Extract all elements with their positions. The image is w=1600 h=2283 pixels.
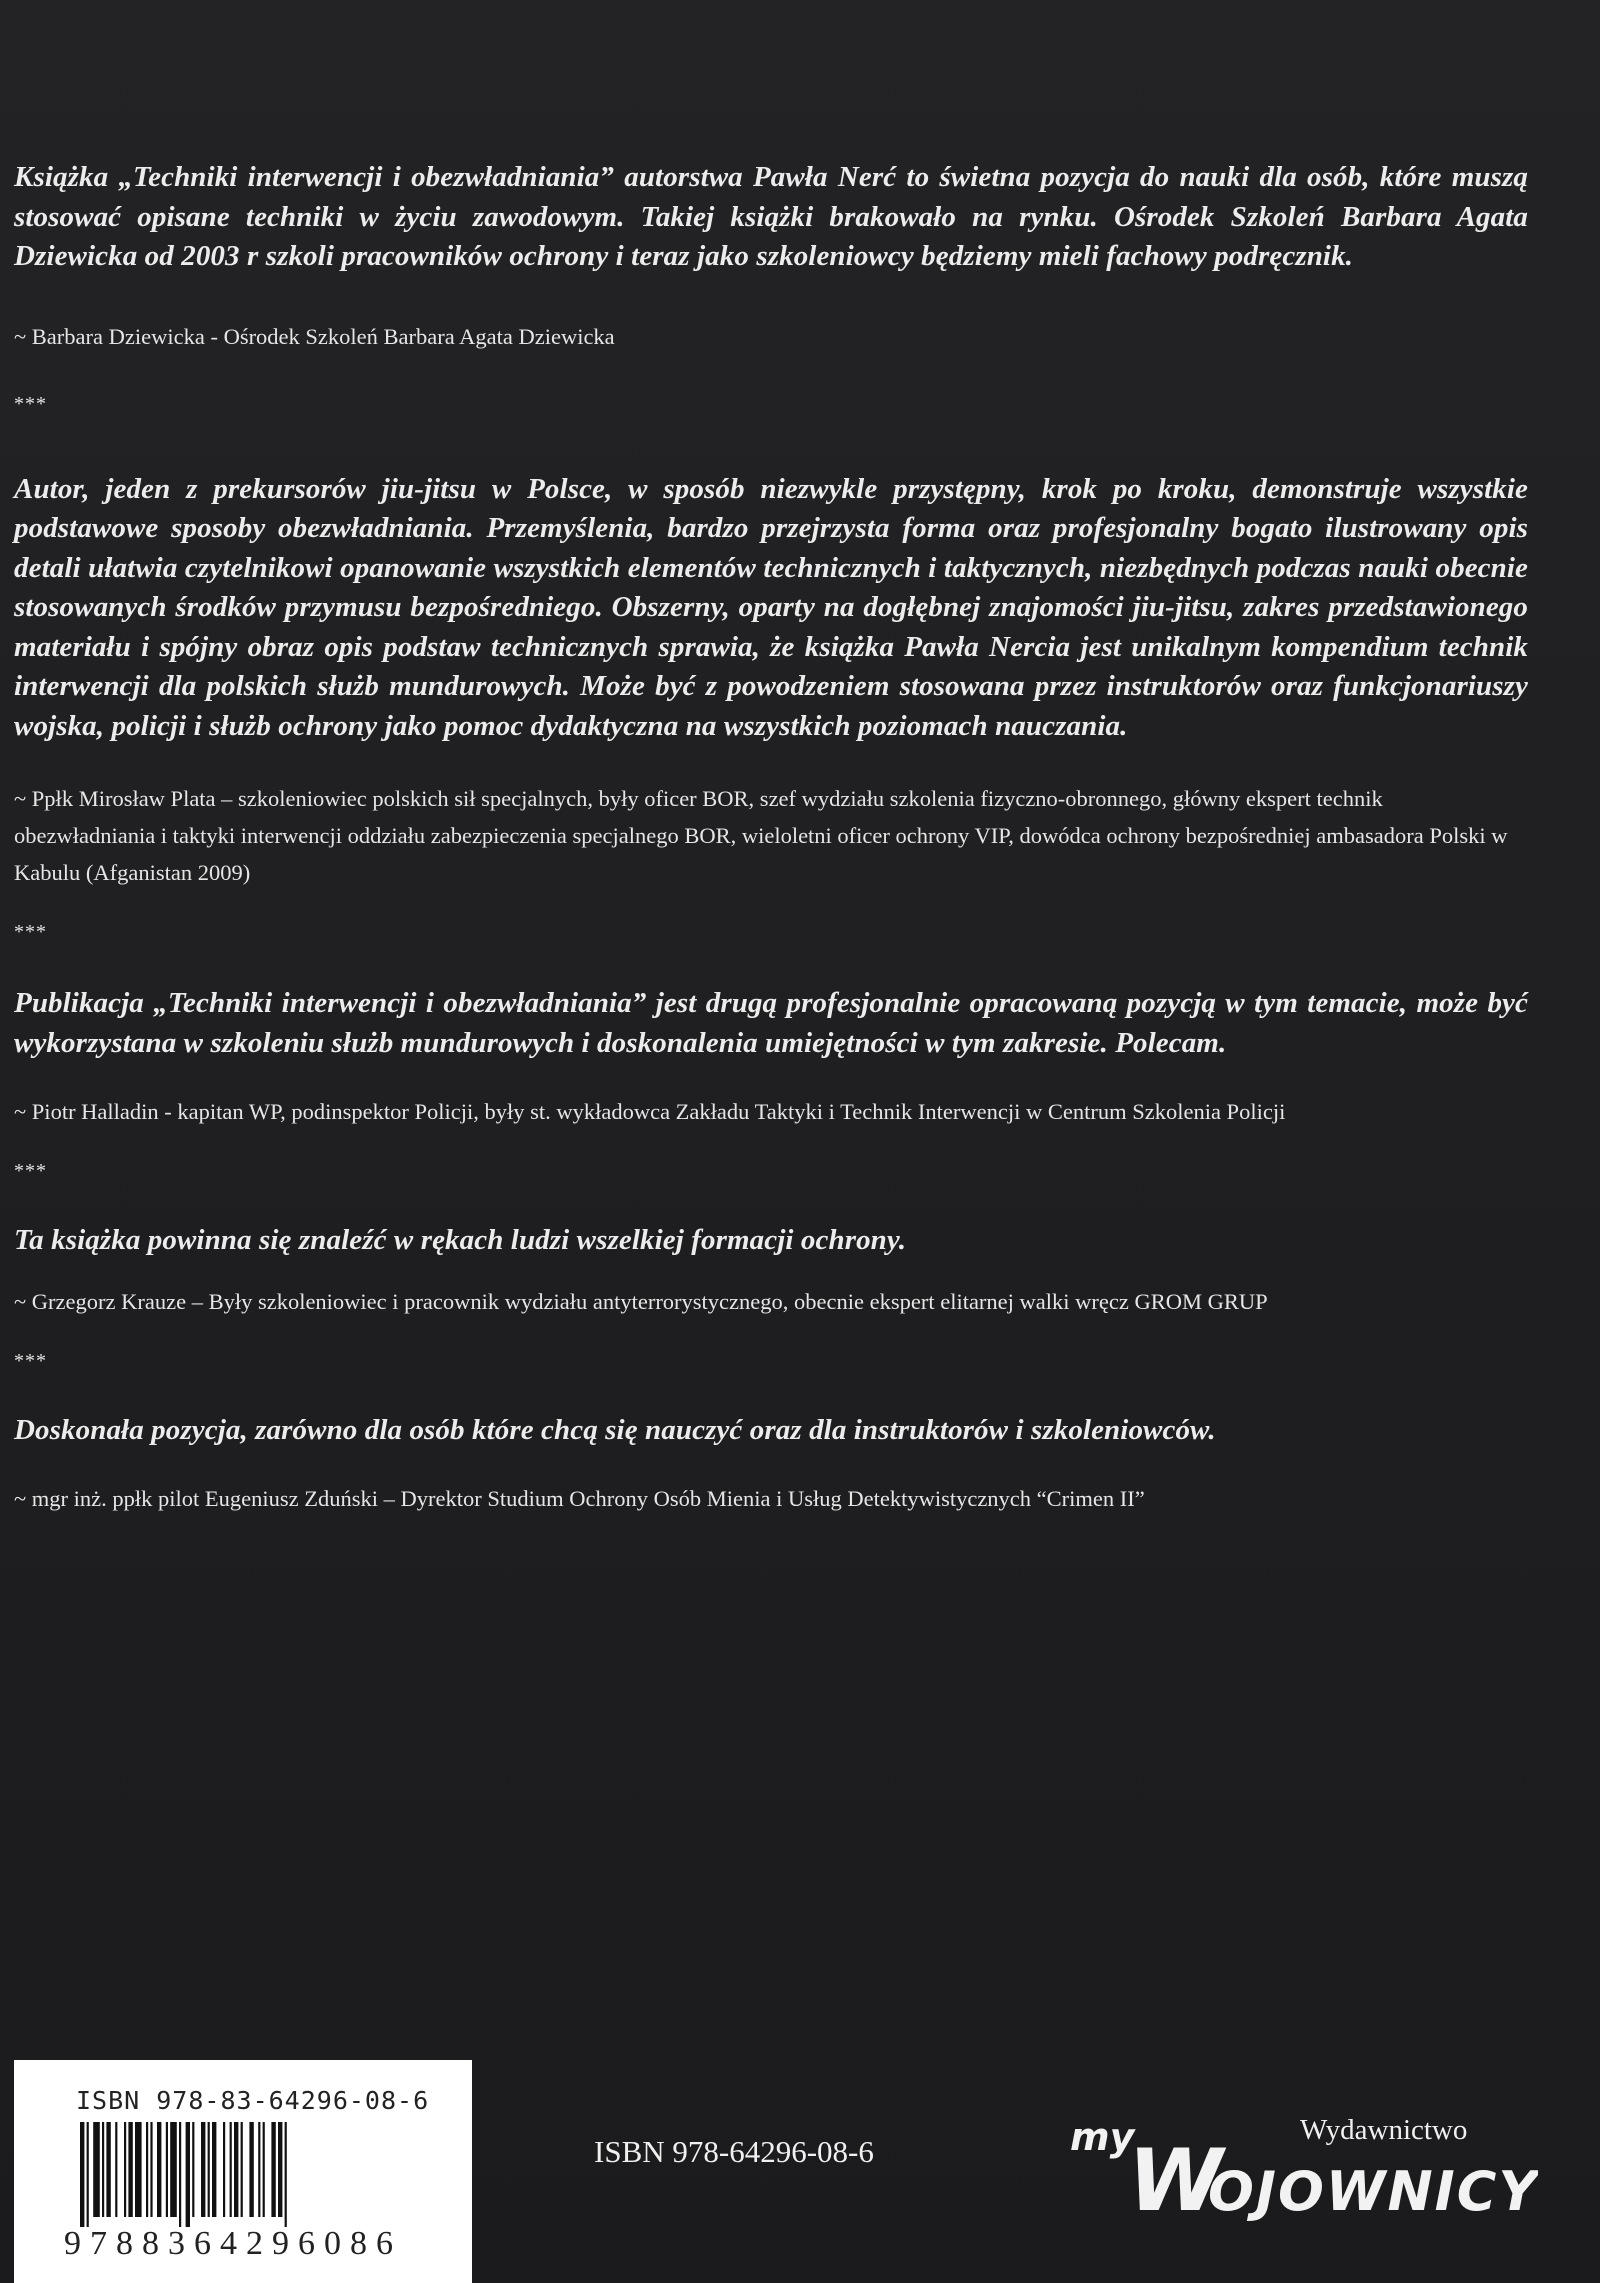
barcode-isbn-label: ISBN 978-83-64296-08-6 [76,2086,430,2115]
separator-1: *** [14,392,47,415]
separator-3: *** [14,1160,47,1182]
attribution-2: ~ Ppłk Mirosław Plata – szkoleniowiec polskich sił specjalnych, były oficer BOR, szef wydziału szkolenia fizyczno-obronnego, główny ekspert technik obezwładniania i taktyki interwencji oddziału zabezpieczenia specjalnego BOR, wieloletni oficer ochrony VIP, dowódca ochrony bezpośredniej ambasadora Polski w Kabulu (Afganistan 2009) [14,786,1508,885]
attribution-1: ~ Barbara Dziewicka - Ośrodek Szkoleń Barbara Agata Dziewicka [14,323,615,349]
quote-3: Publikacja „Techniki interwencji i obezwładniania” jest drugą profesjonalnie opracowaną pozycją w tym temacie, może być wykorzystana w szkoleniu służb mundurowych i doskonalenia umiejętności w tym zakresie. Polecam. [14,987,1528,1059]
attribution-4: ~ Grzegorz Krauze – Były szkoleniowiec i pracownik wydziału antyterrorystycznego, obecnie ekspert elitarnej walki wręcz GROM GRUP [14,1288,1268,1314]
publisher-label: Wydawnictwo [1300,2114,1468,2146]
separator-4: *** [14,1349,47,1372]
attribution-5: ~ mgr inż. ppłk pilot Eugeniusz Zduński – Dyrektor Studium Ochrony Osób Mienia i Usług Detektywistycznych “Crimen II” [14,1486,1145,1511]
quote-5: Doskonała pozycja, zarówno dla osób które chcą się nauczyć oraz dla instruktorów i szkoleniowców. [14,1413,1216,1446]
separator-2: *** [14,921,47,943]
attribution-3: ~ Piotr Halladin - kapitan WP, podinspektor Policji, były st. wykładowca Zakładu Taktyki i Technik Interwencji w Centrum Szkolenia Policji [14,1099,1286,1124]
svg-text:OJOWNICY: OJOWNICY [1208,2160,1538,2223]
quote-2: Autor, jeden z prekursorów jiu-jitsu w Polsce, w sposób niezwykle przystępny, krok po kroku, demonstruje wszystkie podstawowe sposoby obezwładniania. Przemyślenia, bardzo przejrzysta forma oraz profesjonalny bogato ilustrowany opis detali ułatwia czytelnikowi opanowanie wszystkich elementów technicznych i taktycznych, niezbędnych podczas nauki obecnie stosowanych środków przymusu bezpośredniego. Obszerny, oparty na dogłębnej znajomości jiu-jitsu, zakres przedstawionego materiału i spójny obraz opis podstaw technicznych sprawia, że książka Pawła Nercia jest unikalnym kompendium technik interwencji dla polskich służb mundurowych. Może być z powodzeniem stosowana przez instruktorów oraz funkcjonariuszy wojska, policji i służb ochrony jako pomoc dydaktyczna na wszystkich poziomach nauczania. [14,472,1528,742]
barcode-bars [80,2122,420,2227]
svg-text:W: W [1128,2131,1223,2231]
barcode-digits: 9788364296086 [64,2225,402,2262]
publisher-logo [1068,2110,1538,2240]
isbn-text: ISBN 978-64296-08-6 [594,2134,874,2169]
svg-text:my: my [1070,2115,1135,2159]
isbn-barcode [14,2060,472,2283]
quote-1: Książka „Techniki interwencji i obezwładniania” autorstwa Pawła Nerć to świetna pozycja do nauki dla osób, które muszą stosować opisane techniki w życiu zawodowym. Takiej książki brakowało na rynku. Ośrodek Szkoleń Barbara Agata Dziewicka od 2003 r szkoli pracowników ochrony i teraz jako szkoleniowcy będziemy mieli fachowy podręcznik. [14,161,1528,272]
quote-4: Ta książka powinna się znaleźć w rękach ludzi wszelkiej formacji ochrony. [14,1224,907,1256]
blurb-column [14,158,1528,1517]
